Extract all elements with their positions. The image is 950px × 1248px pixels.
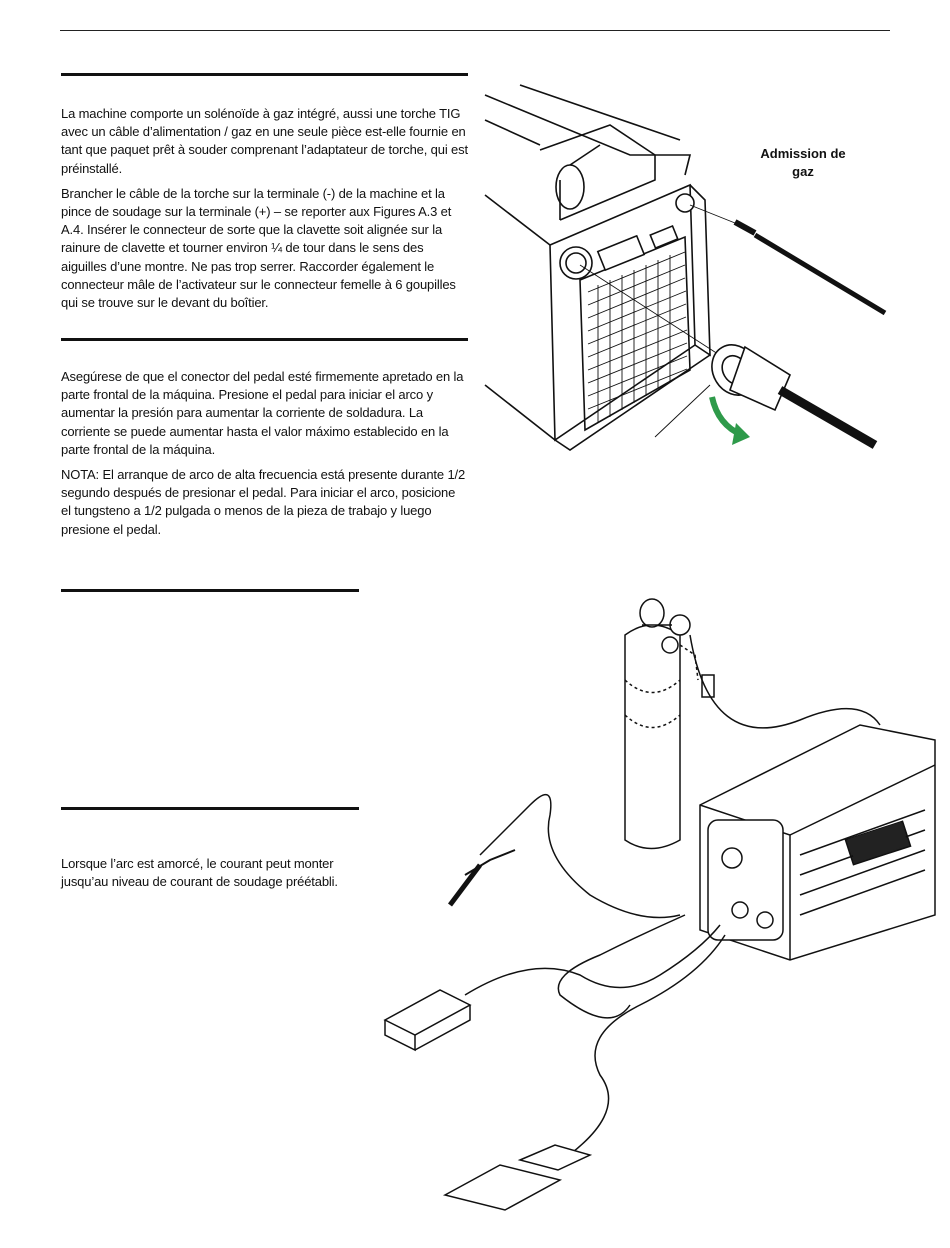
paragraph: NOTA: El arranque de arco de alta frecuencia está presente durante 1/2 segundo después de presionar el pedal. Para iniciar el arco, posicione el tungsteno a 1/2 pulgada o menos de la pieza de trabajo y luego presione el pedal. — [61, 467, 466, 537]
current-text — [61, 855, 361, 898]
section-rule-pedal — [61, 338, 468, 341]
section-rule-torch — [61, 73, 468, 76]
paragraph: Brancher le câble de la torche sur la terminale (-) de la machine et la pince de soudage sur la terminale (+) – se reporter aux Figures A.3 et A.4. Insérer le connecteur de sorte que la clavette soit alignée sur la rainure de clavette et tourner environ ¼ de tour dans le sens des aiguilles d’une montre. Ne pas trop serrer. Raccorder également le connecteur mâle de l’activateur sur le connecteur femelle à 6 goupilles qui se trouve sur le devant du boîtier. — [61, 185, 456, 311]
pedal-text — [61, 368, 468, 546]
tig-setup-figure — [380, 595, 940, 1215]
section-rule-3 — [61, 589, 359, 592]
paragraph: Lorsque l’arc est amorcé, le courant peut monter jusqu’au niveau de courant de soudage préétabli. — [61, 856, 338, 890]
torch-connection-text — [61, 105, 468, 319]
section-rule-current — [61, 807, 359, 810]
paragraph: La machine comporte un solénoïde à gaz intégré, aussi une torche TIG avec un câble d’alimentation / gaz en une seule pièce est-elle fournie en tant que paquet prêt à souder comprenant l’adaptateur de torche, qui est préinstallé. — [61, 106, 468, 176]
machine-connection-figure — [480, 85, 900, 465]
page-header-rule — [60, 30, 890, 31]
gas-inlet-callout: Admission de gaz — [760, 146, 846, 179]
paragraph: Asegúrese de que el conector del pedal esté firmemente apretado en la parte frontal de la máquina. Presione el pedal para iniciar el arco y aumentar la presión para aumentar la corriente de soldadura. La corriente se puede aumentar hasta el valor máximo establecido en la parte frontal de la máquina. — [61, 369, 464, 457]
